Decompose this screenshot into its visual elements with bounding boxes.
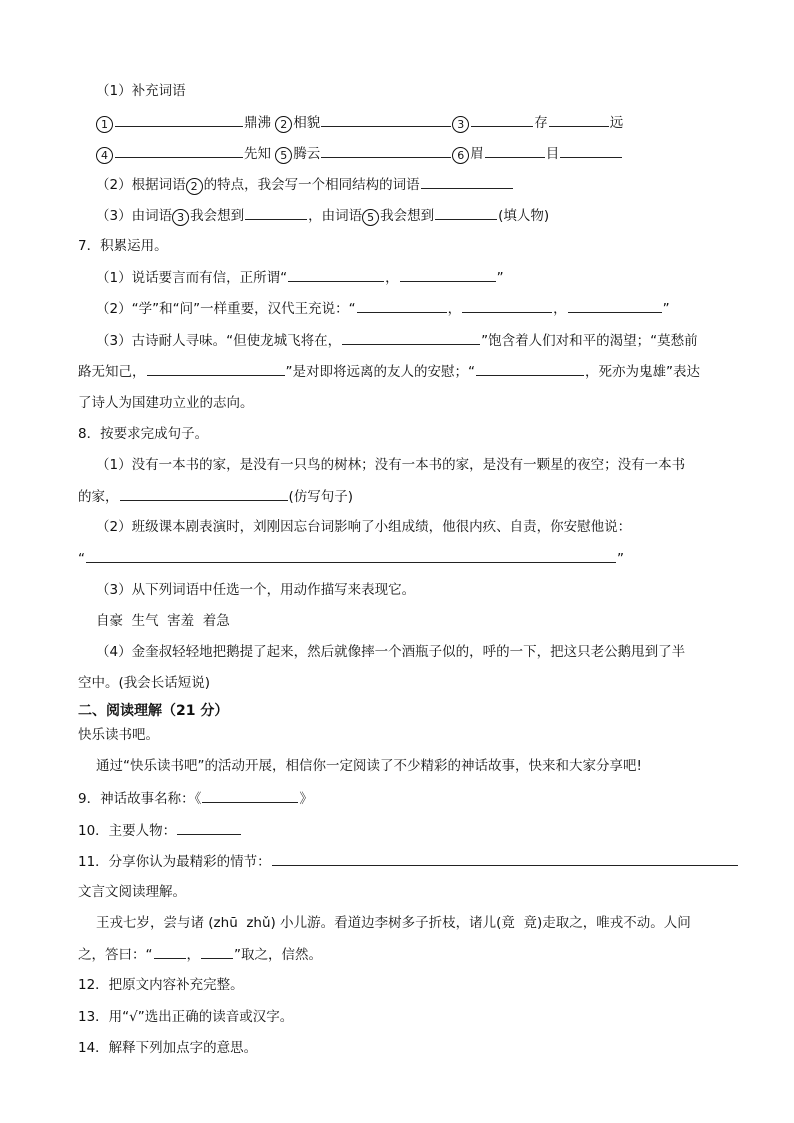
classical-text-line1: 王戎七岁，尝与诸 (zhū zhǔ) 小儿游。看道边李树多子折枝，诸儿(竟 竟)走取之，唯戎不动。人问 [96,915,691,931]
q11: 11．分享你认为最精彩的情节： [78,851,739,872]
section-para: 通过“快乐读书吧”的活动开展，相信你一定阅读了不少精彩的神话故事，快来和大家分享吧! [96,758,642,774]
fill-blank[interactable] [357,298,447,313]
q7-title: 7．积累运用。 [78,238,168,254]
section-heading: 二、阅读理解（21 分） [78,703,229,719]
q8-words: 自豪 生气 害羞 着急 [96,613,230,629]
fill-blank[interactable] [245,205,307,220]
fill-blank[interactable] [568,298,662,313]
q7-s3-line2: 路无知己， ”是对即将远离的友人的安慰；“ ，死亦为鬼雄”表达 [78,361,700,382]
fill-blank[interactable] [177,820,241,835]
answer-line[interactable] [86,548,616,563]
q6-row2: 4 先知 5 腾云 6 眉 目 [96,143,623,164]
fill-blank[interactable] [485,143,545,158]
fill-blank[interactable] [321,143,451,158]
section-intro: 快乐读书吧。 [78,727,159,743]
q8-title: 8．按要求完成句子。 [78,426,209,442]
circled-number: 1 [96,116,113,133]
q8-s2-answer: “ ” [78,548,624,569]
circled-number: 3 [452,116,469,133]
q10: 10．主要人物： [78,820,242,841]
q7-s2: （2）“学”和“问”一样重要，汉代王充说：“ ， ， ” [96,298,670,319]
classical-title: 文言文阅读理解。 [78,884,186,900]
q8-s4-line1: （4）金奎叔轻轻地把鹅提了起来，然后就像摔一个酒瓶子似的，呼的一下，把这只老公鹅甩到了半 [96,644,686,660]
fill-blank[interactable] [147,361,285,376]
q7-s3-line3: 了诗人为国建功立业的志向。 [78,395,254,411]
fill-blank[interactable] [288,267,384,282]
fill-blank[interactable] [342,330,480,345]
circled-number: 2 [275,116,292,133]
fill-blank[interactable] [462,298,552,313]
q6-sub1: （1）补充词语 [96,83,186,99]
q7-s1: （1）说话要言而有信，正所谓“ ， ” [96,267,504,288]
circled-number: 5 [275,147,292,164]
fill-blank[interactable] [471,112,533,127]
fill-blank[interactable] [202,788,298,803]
fill-blank[interactable] [201,944,233,959]
fill-blank[interactable] [435,205,497,220]
q6-row1: 1 鼎沸 2 相貌 3 存 远 [96,112,623,133]
q8-s1-line2: 的家， (仿写句子) [78,486,353,507]
q13: 13．用“√”选出正确的读音或汉字。 [78,1009,294,1025]
fill-blank[interactable] [115,143,243,158]
q9: 9．神话故事名称：《 》 [78,788,313,809]
fill-blank[interactable] [115,112,243,127]
circled-number: 4 [96,147,113,164]
q8-s2: （2）班级课本剧表演时，刘刚因忘台词影响了小组成绩，他很内疚、自责，你安慰他说： [96,519,632,535]
circled-number: 5 [362,209,379,226]
q8-s1-line1: （1）没有一本书的家，是没有一只鸟的树林；没有一本书的家，是没有一颗星的夜空；没有一本书 [96,457,686,473]
q14: 14．解释下列加点字的意思。 [78,1040,258,1056]
fill-blank[interactable] [421,174,513,189]
fill-blank[interactable] [476,361,584,376]
q7-s3-line1: （3）古诗耐人寻味。“但使龙城飞将在， ”饱含着人们对和平的渴望；“莫愁前 [96,330,698,351]
fill-blank[interactable] [321,112,451,127]
q8-s4-line2: 空中。(我会长话短说) [78,675,211,691]
circled-number: 2 [186,178,203,195]
answer-line[interactable] [272,851,738,866]
q12: 12．把原文内容补充完整。 [78,977,244,993]
fill-blank[interactable] [560,143,622,158]
q6-sub3: （3）由词语 3 我会想到 ，由词语 5 我会想到 (填人物) [96,205,549,226]
fill-blank[interactable] [154,944,186,959]
q6-sub2: （2）根据词语 2 的特点，我会写一个相同结构的词语 [96,174,514,195]
classical-text-line2: 之，答曰：“ ， ”取之，信然。 [78,944,322,965]
fill-blank[interactable] [549,112,609,127]
fill-blank[interactable] [120,486,288,501]
circled-number: 6 [452,147,469,164]
fill-blank[interactable] [400,267,496,282]
q8-s3: （3）从下列词语中任选一个，用动作描写来表现它。 [96,582,416,598]
circled-number: 3 [172,209,189,226]
